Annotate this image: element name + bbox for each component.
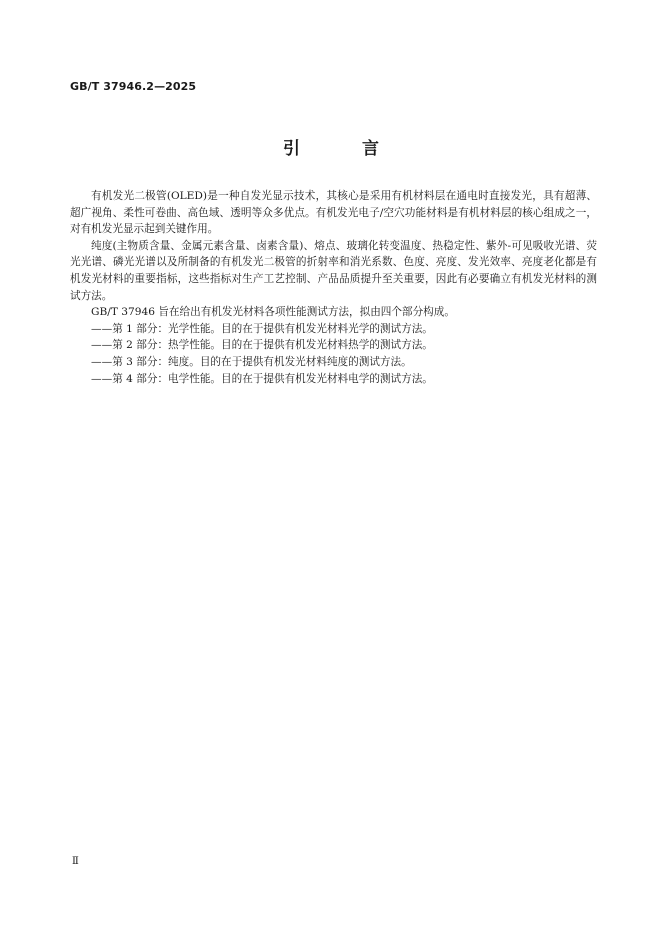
list-item-part-1: ——第 1 部分：光学性能。目的在于提供有机发光材料光学的测试方法。 bbox=[91, 322, 433, 335]
list-item-part-3: ——第 3 部分：纯度。目的在于提供有机发光材料纯度的测试方法。 bbox=[91, 355, 412, 368]
list-item-part-2: ——第 2 部分：热学性能。目的在于提供有机发光材料热学的测试方法。 bbox=[91, 339, 433, 352]
paragraph-standard-structure: GB/T 37946 旨在给出有机发光材料各项性能测试方法，拟由四个部分构成。 bbox=[91, 306, 455, 319]
paragraph-oled-overview: 有机发光二极管(OLED)是一种自发光显示技术，其核心是采用有机材料层在通电时直接发光，具有超薄、超广视角、柔性可卷曲、高色域、透明等众多优点。有机发光电子/空穴功能材料是有机材料层的核心组成之一，对有机发光显示起到关键作用。 bbox=[70, 190, 597, 236]
introduction-body bbox=[70, 188, 597, 387]
list-item-part-4: ——第 4 部分：电学性能。目的在于提供有机发光材料电学的测试方法。 bbox=[91, 372, 433, 385]
standard-code: GB/T 37946.2—2025 bbox=[70, 80, 197, 93]
page-number: Ⅱ bbox=[72, 856, 79, 867]
paragraph-key-indicators: 纯度(主物质含量、金属元素含量、卤素含量)、熔点、玻璃化转变温度、热稳定性、紫外-可见吸收光谱、荧光光谱、磷光光谱以及所制备的有机发光二极管的折射率和消光系数、色度、亮度、发光效率、亮度老化都是有机发光材料的重要指标，这些指标对生产工艺控制、产品品质提升至关重要，因此有必要确立有机发光材料的测试方法。 bbox=[70, 239, 597, 302]
page-title: 引 言 bbox=[283, 139, 407, 159]
